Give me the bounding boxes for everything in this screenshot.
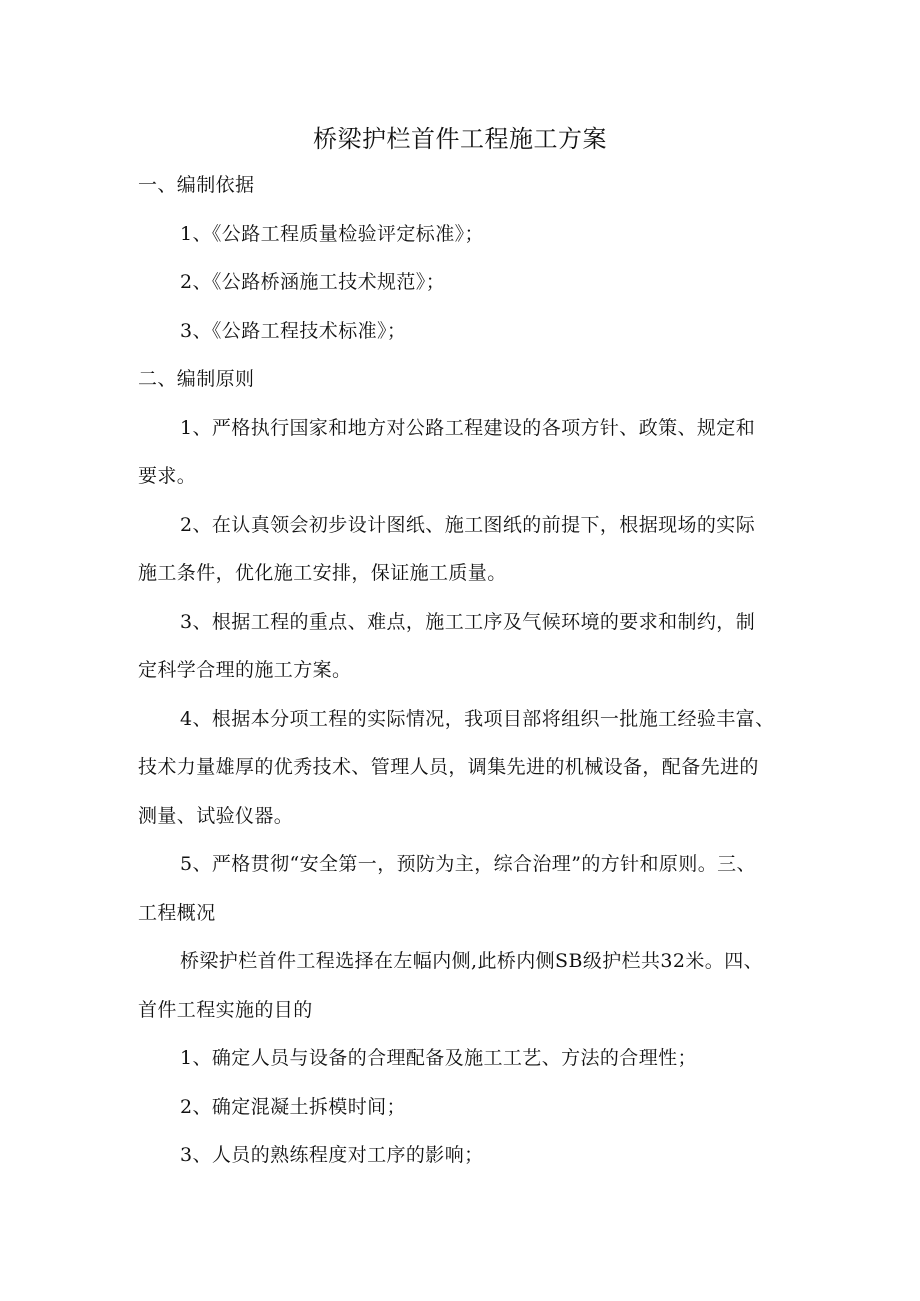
document-title: 桥梁护栏首件工程施工方案 [313,125,607,153]
basis-item-1: 1、《公路工程质量检验评定标准》； [180,223,484,245]
section-heading-basis: 一、编制依据 [138,174,255,196]
basis-item-3: 3、《公路工程技术标准》； [180,320,407,342]
principle-4-line-3: 测量、试验仪器。 [138,805,294,827]
overview-line-1: 桥梁护栏首件工程选择在左幅内侧,此桥内侧SB级护栏共32米。四、 [180,950,763,972]
purpose-item-3: 3、人员的熟练程度对工序的影响； [180,1144,484,1166]
principle-1-line-2: 要求。 [138,465,197,487]
basis-item-2: 2、《公路桥涵施工技术规范》； [180,271,446,293]
principle-2-line-2: 施工条件，优化施工安排，保证施工质量。 [138,562,507,584]
section-heading-overview: 工程概况 [138,902,216,924]
principle-4-line-1: 4、根据本分项工程的实际情况，我项目部将组织一批施工经验丰富、 [180,708,775,730]
section-heading-purpose: 首件工程实施的目的 [138,999,313,1021]
principle-3-line-1: 3、根据工程的重点、难点，施工工序及气候环境的要求和制约，制 [180,611,756,633]
purpose-item-2: 2、确定混凝土拆模时间； [180,1096,406,1118]
principle-1-line-1: 1、严格执行国家和地方对公路工程建设的各项方针、政策、规定和 [180,417,756,439]
principle-3-line-2: 定科学合理的施工方案。 [138,659,352,681]
section-heading-principles: 二、编制原则 [138,368,255,390]
principle-4-line-2: 技术力量雄厚的优秀技术、管理人员，调集先进的机械设备，配备先进的 [138,756,759,778]
purpose-item-1: 1、确定人员与设备的合理配备及施工工艺、方法的合理性； [180,1047,697,1069]
principle-2-line-1: 2、在认真领会初步设计图纸、施工图纸的前提下，根据现场的实际 [180,514,756,536]
principle-5-line-1: 5、严格贯彻“安全第一，预防为主，综合治理”的方针和原则。三、 [180,853,756,875]
